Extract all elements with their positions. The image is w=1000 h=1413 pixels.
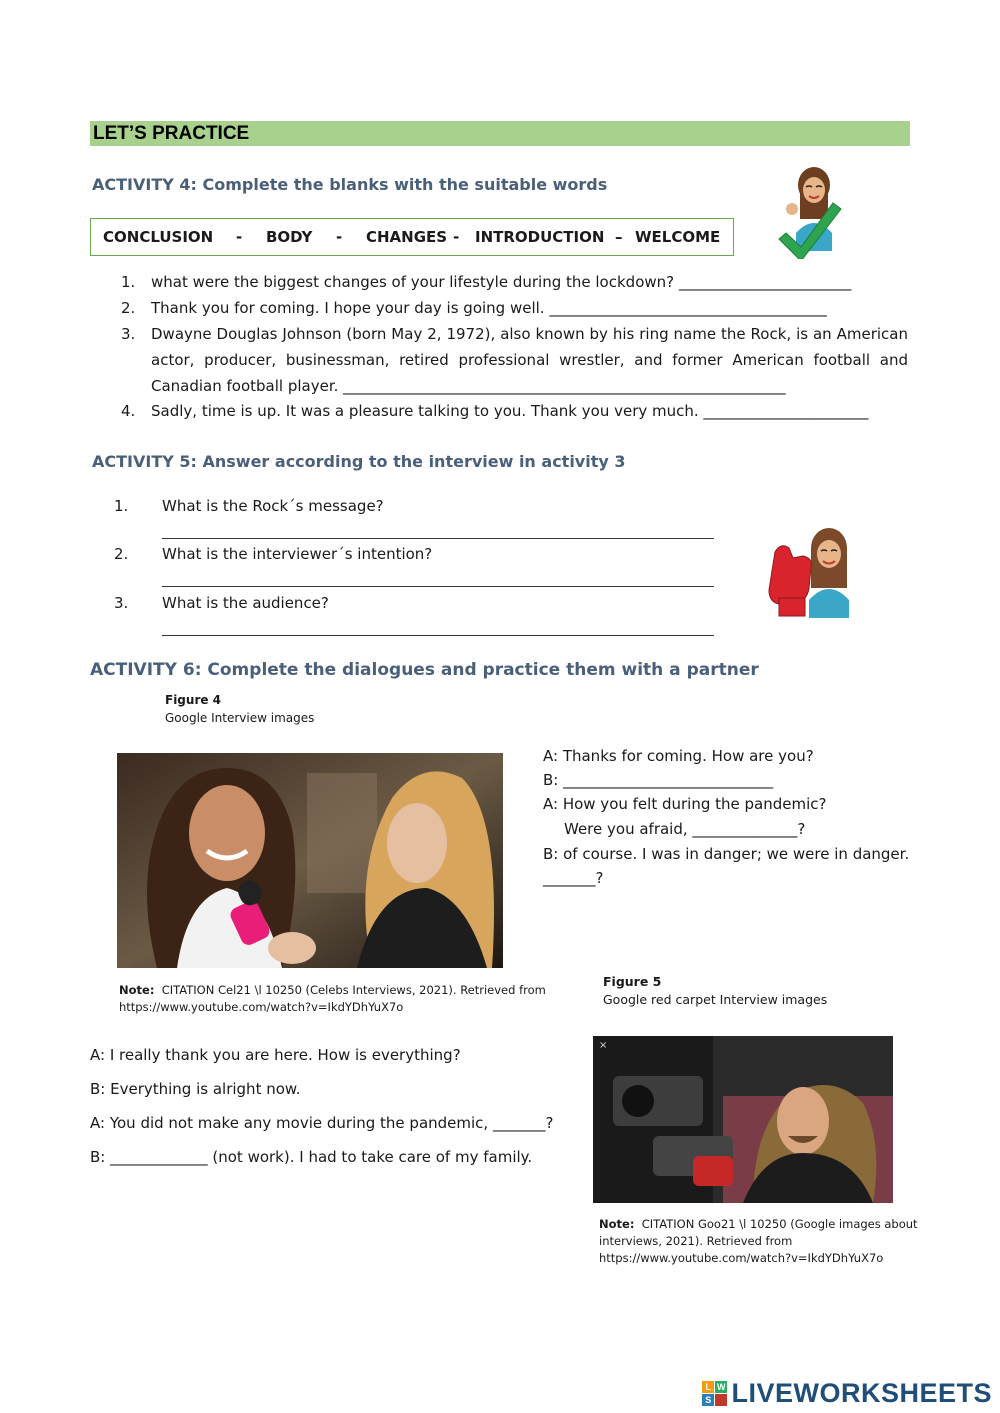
activity-5-question-1: What is the Rock´s message? bbox=[162, 497, 384, 515]
badge-letter: S bbox=[702, 1394, 714, 1406]
dialogue-2-line-1: A: I really thank you are here. How is everything? bbox=[90, 1046, 461, 1064]
activity-5-question-3: What is the audience? bbox=[162, 594, 329, 612]
activity-6-title: ACTIVITY 6: Complete the dialogues and practice them with a partner bbox=[90, 660, 759, 680]
avatar-foam-hand-sticker bbox=[765, 522, 860, 618]
item-number: 3. bbox=[121, 325, 136, 343]
figure-4-note bbox=[119, 983, 546, 997]
word-body: BODY bbox=[266, 228, 313, 246]
word-separator: - bbox=[336, 228, 343, 246]
avatar-checkmark-sticker bbox=[778, 163, 868, 259]
word-separator: - bbox=[236, 228, 243, 246]
activity-4-item-3-line-3: Canadian football player. ___________________________________________________________ bbox=[151, 377, 786, 395]
checkmark-avatar-icon bbox=[778, 163, 868, 259]
answer-line-2[interactable] bbox=[162, 586, 714, 587]
item-number: 2. bbox=[121, 299, 136, 317]
interview-photo-2 bbox=[593, 1036, 893, 1203]
liveworksheets-logo bbox=[702, 1378, 992, 1409]
badge-letter: L bbox=[702, 1381, 714, 1393]
word-separator: - bbox=[453, 228, 460, 246]
activity-4-item-3-line-1: Dwayne Douglas Johnson (born May 2, 1972), also known by his ring name the Rock, is an American bbox=[151, 325, 908, 343]
dialogue-2-line-4: B: _____________ (not work). I had to take care of my family. bbox=[90, 1148, 533, 1166]
section-banner: LET’S PRACTICE bbox=[90, 121, 910, 146]
dialogue-1-line-6: _______? bbox=[543, 869, 604, 887]
figure-5-note-url: https://www.youtube.com/watch?v=IkdYDhYuX7o bbox=[599, 1251, 884, 1265]
item-number: 1. bbox=[114, 497, 129, 515]
figure-4-caption: Google Interview images bbox=[165, 711, 315, 725]
item-number: 2. bbox=[114, 545, 129, 563]
figure-5-caption: Google red carpet Interview images bbox=[603, 992, 828, 1007]
dialogue-2-line-3: A: You did not make any movie during the pandemic, _______? bbox=[90, 1114, 554, 1132]
activity-5-question-2: What is the interviewer´s intention? bbox=[162, 545, 433, 563]
figure-5-label: Figure 5 bbox=[603, 974, 662, 989]
word-welcome: WELCOME bbox=[635, 228, 721, 246]
dialogue-1-line-3: A: How you felt during the pandemic? bbox=[543, 795, 827, 813]
badge-letter: W bbox=[716, 1382, 726, 1392]
activity-5-title: ACTIVITY 5: Answer according to the interview in activity 3 bbox=[92, 452, 626, 471]
answer-line-3[interactable] bbox=[162, 635, 714, 636]
dialogue-1-line-2: B: ____________________________ bbox=[543, 771, 774, 789]
figure-5-note bbox=[599, 1217, 918, 1231]
note-label: Note: bbox=[119, 983, 155, 997]
photo-close-icon: × bbox=[599, 1040, 608, 1051]
figure-4-note-url: https://www.youtube.com/watch?v=IkdYDhYuX7o bbox=[119, 1000, 404, 1014]
figure-5-note-line-2: interviews, 2021). Retrieved from bbox=[599, 1234, 793, 1248]
brand-name: LIVEWORKSHEETS bbox=[731, 1378, 992, 1408]
foam-hand-avatar-icon bbox=[765, 522, 860, 618]
word-conclusion: CONCLUSION bbox=[103, 228, 214, 246]
note-label: Note: bbox=[599, 1217, 635, 1231]
activity-4-item-4: Sadly, time is up. It was a pleasure talking to you. Thank you very much. ______________________ bbox=[151, 402, 869, 420]
dialogue-1-line-4: Were you afraid, ______________? bbox=[564, 820, 806, 838]
word-bank bbox=[90, 218, 734, 256]
activity-4-item-3-line-2: actor, producer, businessman, retired professional wrestler, and former American football and bbox=[151, 351, 908, 369]
word-separator: – bbox=[615, 228, 623, 246]
note-citation: CITATION Goo21 \l 10250 (Google images about bbox=[641, 1217, 918, 1231]
word-changes: CHANGES bbox=[366, 228, 448, 246]
logo-badge-icon bbox=[702, 1381, 727, 1406]
dialogue-1-line-5: B: of course. I was in danger; we were in danger. bbox=[543, 845, 910, 863]
figure-4-label: Figure 4 bbox=[165, 693, 222, 707]
word-introduction: INTRODUCTION bbox=[475, 228, 605, 246]
activity-4-title: ACTIVITY 4: Complete the blanks with the suitable words bbox=[92, 175, 608, 194]
answer-line-1[interactable] bbox=[162, 538, 714, 539]
note-citation: CITATION Cel21 \l 10250 (Celebs Interviews, 2021). Retrieved from bbox=[161, 983, 546, 997]
dialogue-2-line-2: B: Everything is alright now. bbox=[90, 1080, 301, 1098]
activity-4-item-1: what were the biggest changes of your lifestyle during the lockdown? _______________________ bbox=[151, 273, 852, 291]
activity-4-item-2: Thank you for coming. I hope your day is going well. _____________________________________ bbox=[151, 299, 827, 317]
item-number: 1. bbox=[121, 273, 136, 291]
interview-photo-1 bbox=[117, 753, 503, 968]
dialogue-1-line-1: A: Thanks for coming. How are you? bbox=[543, 747, 814, 765]
item-number: 3. bbox=[114, 594, 129, 612]
item-number: 4. bbox=[121, 402, 136, 420]
